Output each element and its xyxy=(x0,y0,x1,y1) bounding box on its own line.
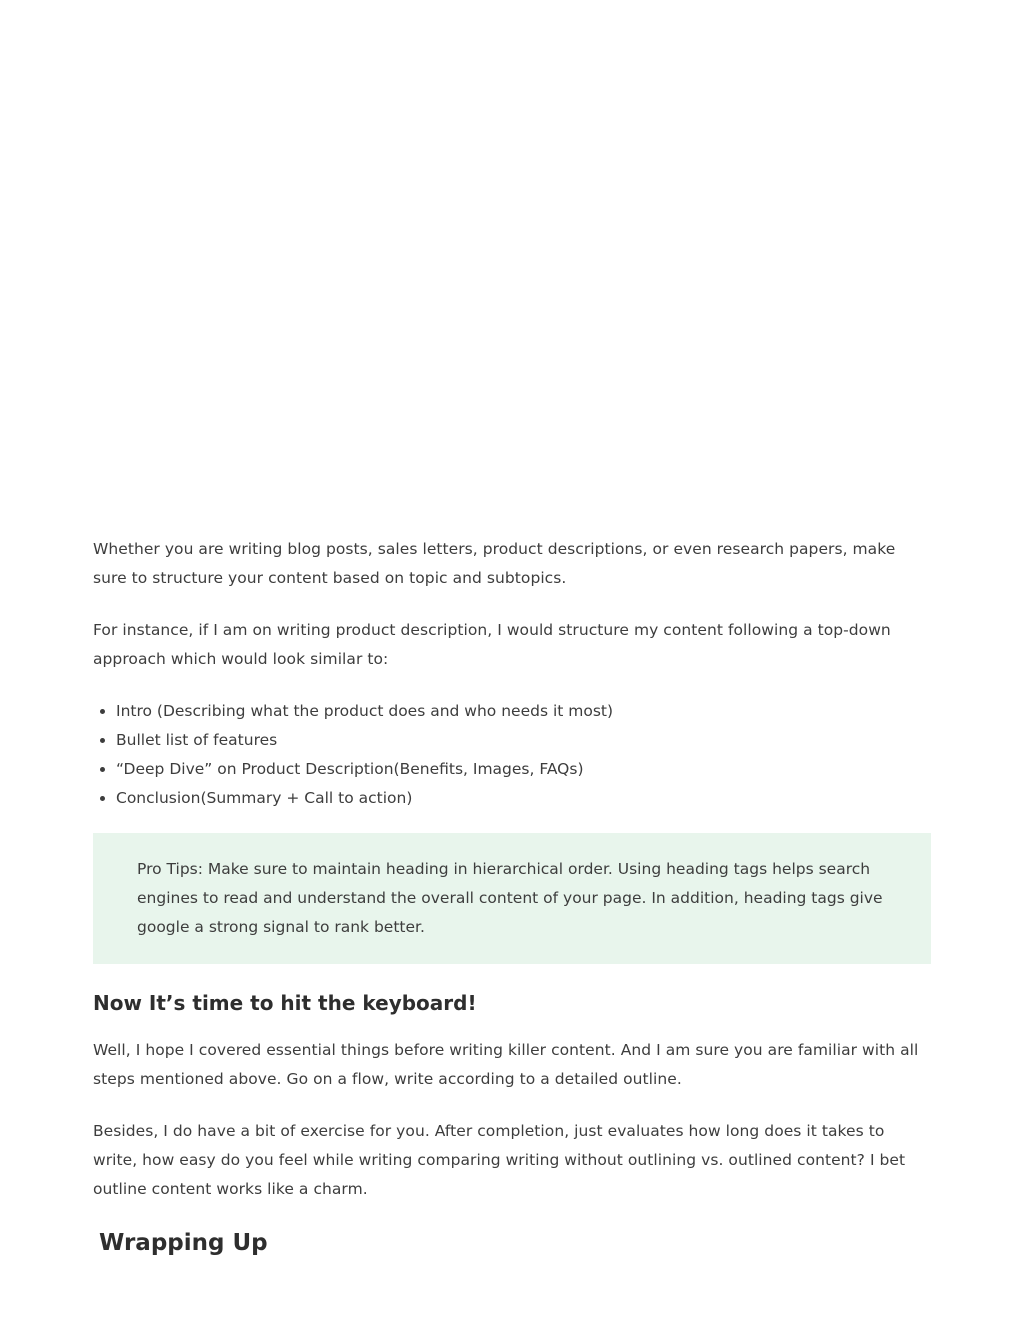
wrapping-up-heading: Wrapping Up xyxy=(99,1230,268,1256)
list-item: • Intro (Describing what the product does and who needs it most) xyxy=(116,697,933,726)
list-item: • Conclusion(Summary + Call to action) xyxy=(116,784,933,813)
pro-tip-text: Pro Tips: Make sure to maintain heading in hierarchical order. Using heading tags helps search engines to read and understand the overall content of your page. In addition, heading tags give google a strong signal to rank better. xyxy=(137,860,883,936)
instance-paragraph: For instance, if I am on writing product description, I would structure my content following a top-down approach which would look similar to: xyxy=(93,621,891,668)
flow-paragraph: Well, I hope I covered essential things before writing killer content. And I am sure you are familiar with all steps mentioned above. Go on a flow, write according to a detailed outline. xyxy=(93,1041,919,1088)
article-body xyxy=(93,535,933,1259)
list-item: • “Deep Dive” on Product Description(Benefits, Images, FAQs) xyxy=(116,755,933,784)
exercise-paragraph: Besides, I do have a bit of exercise for you. After completion, just evaluates how long does it takes to write, how easy do you feel while writing comparing writing without outlining vs. outlined content? I bet outline content works like a charm. xyxy=(93,1122,906,1198)
structure-list xyxy=(93,697,933,813)
pro-tip-callout xyxy=(93,833,931,964)
keyboard-heading: Now It’s time to hit the keyboard! xyxy=(93,991,477,1015)
list-item: • Bullet list of features xyxy=(116,726,933,755)
intro-paragraph: Whether you are writing blog posts, sales letters, product descriptions, or even research papers, make sure to structure your content based on topic and subtopics. xyxy=(93,540,896,587)
